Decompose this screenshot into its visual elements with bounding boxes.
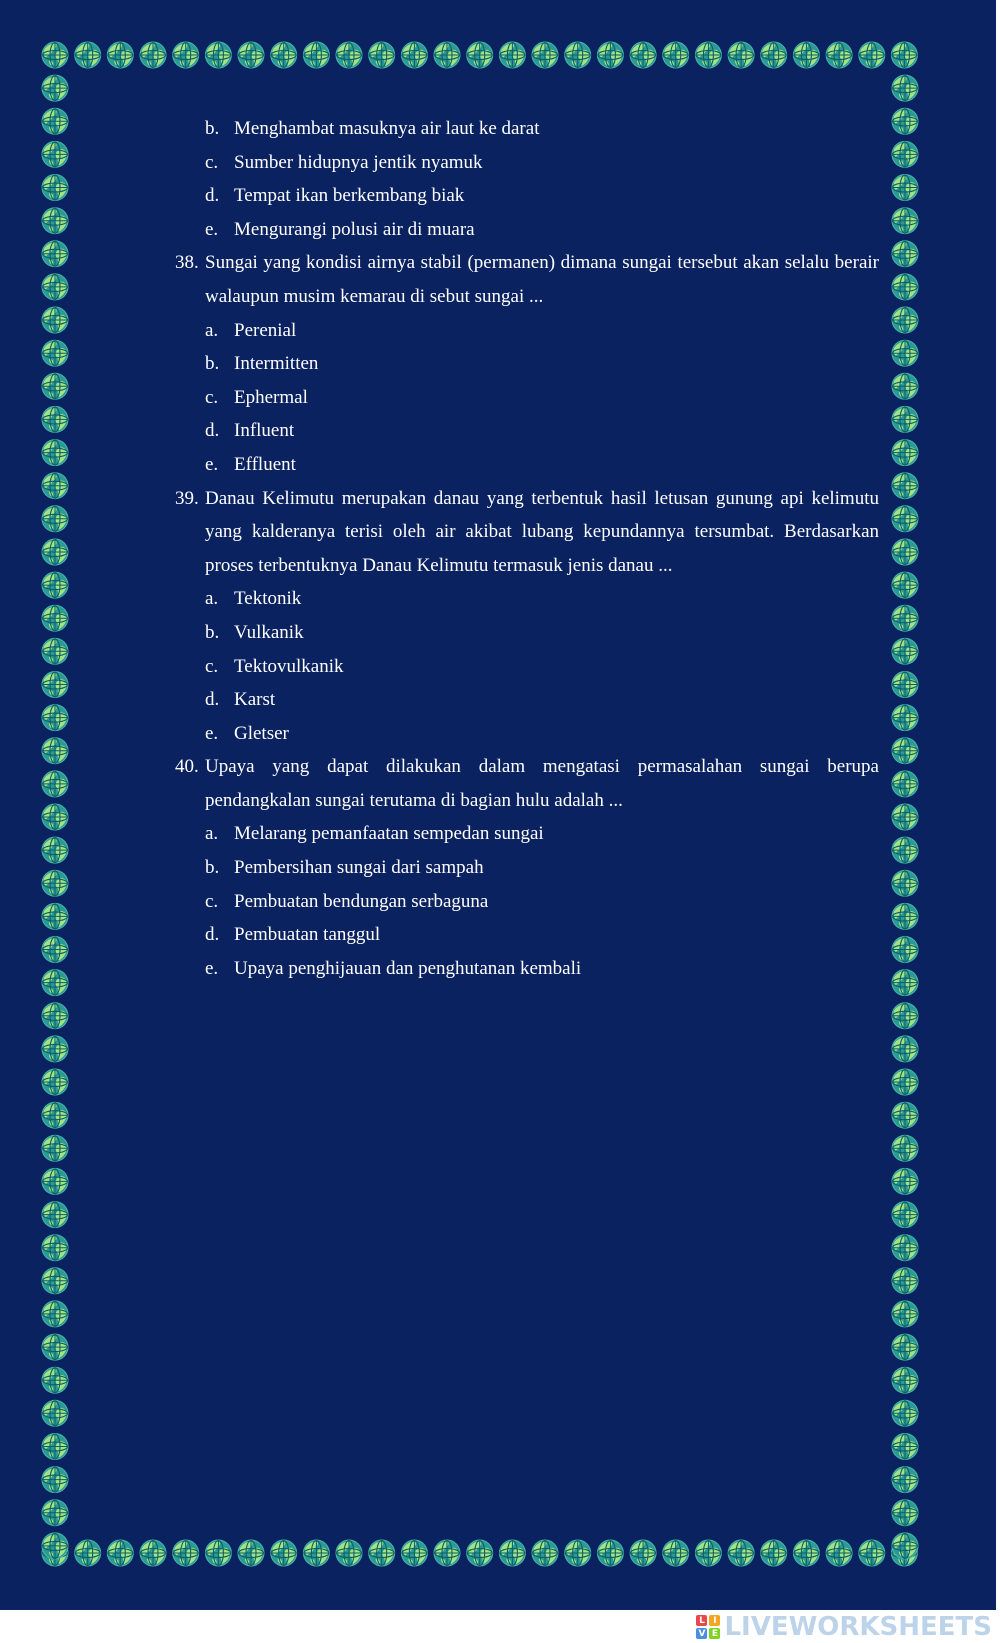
globe-icon: [597, 1540, 624, 1567]
globe-icon: [42, 1466, 69, 1493]
globe-icon: [42, 406, 69, 433]
globe-icon: [892, 75, 919, 102]
question-item: [175, 750, 879, 985]
option-letter: b.: [205, 857, 220, 879]
globe-icon: [42, 1267, 69, 1294]
answer-option: [175, 414, 879, 448]
globe-icon: [892, 1499, 919, 1526]
globe-icon: [42, 472, 69, 499]
option-text: Tektonik: [234, 588, 302, 610]
question-text: Sungai yang kondisi airnya stabil (permanen) dimana sungai tersebut akan selalu berair walaupun musim kemarau di sebut sungai ...: [205, 252, 879, 307]
answer-option: [175, 650, 879, 684]
globe-icon: [205, 1540, 232, 1567]
question-stem: [175, 482, 879, 583]
globe-icon: [532, 1540, 559, 1567]
globe-icon: [42, 1234, 69, 1261]
globe-icon: [42, 340, 69, 367]
globe-icon: [892, 240, 919, 267]
option-text: Melarang pemanfaatan sempedan sungai: [234, 823, 544, 845]
globe-icon: [238, 1540, 265, 1567]
globe-icon: [892, 340, 919, 367]
option-text: Menghambat masuknya air laut ke darat: [234, 118, 540, 139]
answer-option: [175, 918, 879, 952]
globe-icon: [892, 1201, 919, 1228]
option-text: Mengurangi polusi air di muara: [234, 218, 475, 240]
answer-option: [175, 146, 879, 180]
globe-icon: [892, 704, 919, 731]
globe-icon: [42, 1433, 69, 1460]
globe-icon: [42, 737, 69, 764]
globe-icon: [42, 539, 69, 566]
globe-icon: [695, 42, 722, 69]
globe-icon: [892, 737, 919, 764]
globe-icon: [107, 1540, 134, 1567]
globe-icon: [434, 42, 461, 69]
globe-icon: [42, 1002, 69, 1029]
globe-icon: [532, 42, 559, 69]
question-text: Danau Kelimutu merupakan danau yang terbentuk hasil letusan gunung api kelimutu yang kalderanya terisi oleh air akibat lubang kepundannya tersumbat. Berdasarkan proses terbentuknya Danau Kelimutu termasuk jenis danau ...: [205, 487, 879, 576]
globe-icon: [42, 42, 69, 69]
globe-icon: [434, 1540, 461, 1567]
question-number: 39.: [175, 487, 199, 509]
globe-icon: [42, 572, 69, 599]
globe-icon: [892, 1433, 919, 1460]
option-letter: a.: [205, 319, 219, 341]
globe-icon: [892, 373, 919, 400]
globe-icon: [892, 174, 919, 201]
globe-icon: [662, 42, 689, 69]
globe-icon: [42, 1334, 69, 1361]
globe-icon: [597, 42, 624, 69]
globe-icon: [892, 207, 919, 234]
answer-option: [175, 616, 879, 650]
globe-icon: [42, 174, 69, 201]
question-stem: [175, 750, 879, 817]
globe-icon: [270, 42, 297, 69]
watermark-text: LIVEWORKSHEETS: [724, 1612, 992, 1642]
logo-letter: L: [696, 1615, 707, 1626]
globe-icon: [892, 1234, 919, 1261]
globe-icon: [42, 207, 69, 234]
answer-option: [175, 347, 879, 381]
globe-icon: [892, 273, 919, 300]
option-text: Effluent: [234, 453, 296, 475]
option-letter: d.: [205, 924, 220, 946]
globe-icon: [42, 770, 69, 797]
globe-icon: [892, 1466, 919, 1493]
globe-icon: [630, 1540, 657, 1567]
globe-icon: [892, 141, 919, 168]
globe-icon: [42, 837, 69, 864]
answer-option: [175, 851, 879, 885]
globe-icon: [42, 936, 69, 963]
question-list: [175, 246, 879, 985]
answer-option: [175, 952, 879, 986]
globe-icon: [42, 704, 69, 731]
globe-icon: [793, 42, 820, 69]
option-text: Pembuatan tanggul: [234, 924, 381, 946]
globe-icon: [892, 1168, 919, 1195]
option-text: Tektovulkanik: [234, 655, 344, 677]
question-number: 38.: [175, 252, 199, 274]
globe-icon: [42, 505, 69, 532]
globe-icon: [695, 1540, 722, 1567]
globe-icon: [205, 42, 232, 69]
answer-option: [175, 314, 879, 348]
logo-letter: E: [709, 1628, 720, 1639]
answer-option: [175, 683, 879, 717]
globe-icon: [42, 1069, 69, 1096]
globe-icon: [564, 1540, 591, 1567]
globe-icon: [892, 1334, 919, 1361]
globe-icon: [42, 240, 69, 267]
globe-icon: [499, 42, 526, 69]
globe-icon: [74, 1540, 101, 1567]
option-text: Vulkanik: [234, 621, 304, 643]
globe-icon: [892, 638, 919, 665]
globe-icon: [892, 1532, 919, 1559]
globe-icon: [42, 439, 69, 466]
globe-icon: [892, 108, 919, 135]
option-text: Influent: [234, 420, 295, 442]
globe-icon: [728, 42, 755, 69]
globe-icon: [892, 1400, 919, 1427]
logo-letter: I: [709, 1615, 720, 1626]
option-letter: c.: [205, 151, 219, 173]
option-letter: b.: [205, 118, 220, 139]
globe-icon: [238, 42, 265, 69]
globe-icon: [74, 42, 101, 69]
option-letter: b.: [205, 353, 220, 375]
question-item: [175, 246, 879, 481]
question-item: [175, 482, 879, 751]
option-letter: e.: [205, 957, 219, 979]
globe-icon: [892, 1135, 919, 1162]
globe-icon: [499, 1540, 526, 1567]
globe-icon: [42, 75, 69, 102]
globe-icon: [42, 373, 69, 400]
globe-icon: [892, 1002, 919, 1029]
question-stem: [175, 246, 879, 313]
globe-icon: [270, 1540, 297, 1567]
globe-icon: [891, 42, 918, 69]
globe-icon: [303, 1540, 330, 1567]
globe-icon: [892, 307, 919, 334]
option-letter: c.: [205, 386, 219, 408]
globe-icon: [892, 837, 919, 864]
logo-letter: V: [696, 1628, 707, 1639]
globe-icon: [892, 1300, 919, 1327]
option-letter: b.: [205, 621, 220, 643]
globe-icon: [42, 969, 69, 996]
globe-icon: [42, 870, 69, 897]
globe-icon: [42, 1168, 69, 1195]
globe-icon: [42, 1135, 69, 1162]
globe-icon: [42, 273, 69, 300]
globe-icon: [42, 1400, 69, 1427]
question-text: Upaya yang dapat dilakukan dalam mengatasi permasalahan sungai berupa pendangkalan sungai terutama di bagian hulu adalah ...: [205, 756, 879, 811]
globe-icon: [892, 505, 919, 532]
globe-icon: [42, 1201, 69, 1228]
globe-icon: [42, 307, 69, 334]
globe-icon: [760, 42, 787, 69]
globe-icon: [336, 1540, 363, 1567]
globe-icon: [466, 42, 493, 69]
globe-icon: [42, 1300, 69, 1327]
globe-icon: [303, 42, 330, 69]
option-text: Pembersihan sungai dari sampah: [234, 857, 484, 879]
globe-icon: [107, 42, 134, 69]
option-letter: d.: [205, 689, 220, 711]
option-letter: c.: [205, 890, 219, 912]
globe-icon: [760, 1540, 787, 1567]
globe-icon: [858, 42, 885, 69]
globe-icon: [662, 1540, 689, 1567]
option-text: Intermitten: [234, 353, 319, 375]
globe-icon: [892, 406, 919, 433]
globe-icon: [140, 1540, 167, 1567]
answer-option: [175, 717, 879, 751]
answer-option: [175, 213, 879, 247]
globe-icon: [42, 1532, 69, 1559]
globe-icon: [42, 804, 69, 831]
option-text: Gletser: [234, 722, 289, 744]
liveworksheets-logo: [696, 1615, 720, 1639]
globe-icon: [42, 1035, 69, 1062]
answer-option: [175, 179, 879, 213]
option-letter: d.: [205, 420, 220, 442]
globe-icon: [892, 1367, 919, 1394]
globe-icon: [564, 42, 591, 69]
globe-icon: [42, 108, 69, 135]
globe-icon: [140, 42, 167, 69]
continued-options: [175, 112, 879, 246]
globe-icon: [728, 1540, 755, 1567]
answer-option: [175, 582, 879, 616]
globe-icon: [892, 936, 919, 963]
globe-icon: [172, 42, 199, 69]
globe-icon: [892, 1102, 919, 1129]
globe-icon: [368, 1540, 395, 1567]
globe-icon: [892, 439, 919, 466]
option-letter: a.: [205, 823, 219, 845]
answer-option: [175, 448, 879, 482]
globe-icon: [172, 1540, 199, 1567]
globe-icon: [401, 42, 428, 69]
option-text: Perenial: [234, 319, 297, 341]
globe-icon: [42, 605, 69, 632]
answer-option: [175, 817, 879, 851]
globe-icon: [42, 638, 69, 665]
globe-icon: [42, 1367, 69, 1394]
globe-icon: [892, 671, 919, 698]
globe-icon: [892, 472, 919, 499]
globe-icon: [336, 42, 363, 69]
answer-option: [175, 885, 879, 919]
globe-icon: [892, 572, 919, 599]
globe-icon: [892, 1035, 919, 1062]
globe-icon: [892, 870, 919, 897]
globe-icon: [892, 770, 919, 797]
globe-icon: [892, 1267, 919, 1294]
option-letter: d.: [205, 185, 220, 207]
worksheet-content: [175, 112, 879, 985]
globe-icon: [892, 605, 919, 632]
globe-icon: [892, 539, 919, 566]
globe-icon: [42, 1499, 69, 1526]
answer-option: [175, 381, 879, 415]
option-text: Upaya penghijauan dan penghutanan kembali: [234, 957, 582, 979]
answer-option: [175, 112, 879, 146]
globe-icon: [826, 42, 853, 69]
globe-icon: [892, 969, 919, 996]
globe-icon: [42, 1102, 69, 1129]
globe-icon: [466, 1540, 493, 1567]
option-letter: e.: [205, 453, 219, 475]
option-text: Ephermal: [234, 386, 308, 408]
globe-icon: [793, 1540, 820, 1567]
option-letter: a.: [205, 588, 219, 610]
globe-icon: [401, 1540, 428, 1567]
option-text: Pembuatan bendungan serbaguna: [234, 890, 489, 912]
globe-icon: [42, 141, 69, 168]
globe-icon: [892, 903, 919, 930]
globe-icon: [368, 42, 395, 69]
globe-icon: [858, 1540, 885, 1567]
option-letter: e.: [205, 722, 219, 744]
option-text: Tempat ikan berkembang biak: [234, 185, 465, 207]
globe-icon: [42, 671, 69, 698]
question-number: 40.: [175, 756, 199, 778]
option-letter: c.: [205, 655, 219, 677]
option-text: Sumber hidupnya jentik nyamuk: [234, 151, 483, 173]
liveworksheets-watermark: [696, 1613, 992, 1641]
globe-icon: [892, 804, 919, 831]
globe-icon: [826, 1540, 853, 1567]
globe-icon: [892, 1069, 919, 1096]
globe-icon: [42, 903, 69, 930]
option-text: Karst: [234, 689, 276, 711]
option-letter: e.: [205, 218, 219, 240]
globe-icon: [630, 42, 657, 69]
